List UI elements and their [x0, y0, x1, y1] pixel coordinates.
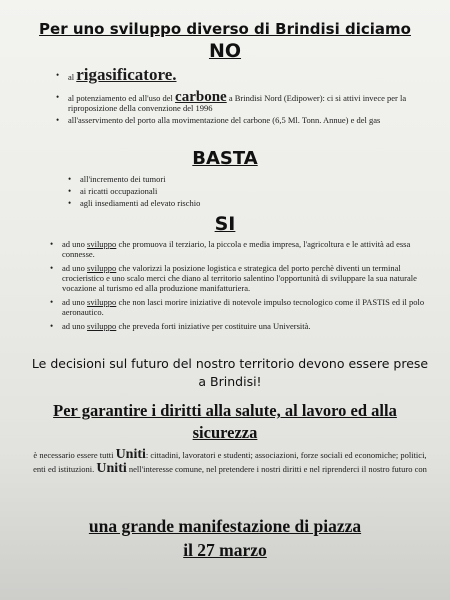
manifestazione-line1: una grande manifestazione di piazza [88, 516, 362, 536]
no-item-rigasificatore [56, 65, 418, 86]
manifestazione-callout [20, 514, 430, 562]
no-item-porto [56, 115, 418, 125]
no-item-pre: al potenziamento ed all'uso del [68, 93, 176, 103]
si-item-underlined: sviluppo [87, 297, 117, 307]
bullet-icon: • [50, 297, 54, 307]
no-item-post: a Brindisi Nord (Edipower): ci si attivi invece per la riproposizione della convenzione del 1996 [68, 93, 407, 113]
bullet-icon: • [50, 321, 54, 331]
no-item-carbone [56, 89, 418, 113]
si-item-post: che preveda forti iniziative per costituire una Università. [116, 321, 311, 331]
uniti-text: è necessario essere tutti [33, 450, 116, 460]
si-item-pre: ad uno [62, 297, 88, 307]
no-item-keyword: rigasificatore. [76, 65, 177, 84]
uniti-text: nell'interesse comune, nel pretendere i nostri diritti e nel riprenderci il nostro futuro con [126, 464, 427, 474]
bullet-icon: • [56, 70, 60, 80]
basta-item-text: ai ricatti occupazionali [80, 186, 158, 196]
bullet-icon: • [68, 174, 72, 184]
basta-list [68, 173, 380, 209]
basta-heading: BASTA [192, 148, 258, 169]
si-item [50, 263, 432, 293]
si-item [50, 321, 432, 331]
bullet-icon: • [50, 239, 54, 249]
bullet-icon: • [68, 186, 72, 196]
bullet-icon: • [56, 92, 60, 102]
no-heading: NO [208, 40, 242, 62]
si-item-pre: ad uno [62, 263, 88, 273]
decisioni-statement: Le decisioni sul futuro del nostro territorio devono essere prese a Brindisi! [31, 356, 429, 389]
si-item-post: che valorizzi la posizione logistica e strategica del porto perchè diventi un terminal crocieristico e uno scalo merci che diano al territorio salentino l'opportunità di sviluppare la sua naturale vocazione al turismo ed alla produzione manifatturiera. [62, 263, 417, 293]
bullet-icon: • [50, 263, 54, 273]
uniti-word: Uniti [115, 447, 146, 462]
manifestazione-date: il 27 marzo [183, 540, 267, 560]
no-item-text: all'asservimento del porto alla movimentazione del carbone (6,5 Ml. Tonn. Annue) e del gas [68, 115, 381, 125]
no-item-prefix: al [68, 72, 77, 82]
no-list [56, 65, 418, 125]
uniti-text: : cittadini, lavoratori e studenti; associazioni, forze sociali ed economiche; politici, enti ed istituzioni. [33, 450, 427, 474]
si-item [50, 297, 432, 317]
bullet-icon: • [68, 198, 72, 208]
si-item [50, 239, 432, 259]
no-item-keyword: carbone [175, 89, 227, 105]
uniti-paragraph [30, 448, 430, 476]
basta-item [68, 185, 380, 197]
si-item-underlined: sviluppo [87, 239, 117, 249]
si-heading: SI [214, 213, 236, 235]
uniti-word: Uniti [96, 461, 127, 476]
si-item-post: che promuova il terziario, la piccola e media impresa, l'agricoltura e le attività ad essa connesse. [62, 239, 411, 259]
si-item-post: che non lasci morire iniziative di notevole impulso tecnologico come il PASTIS ed il polo aeronautico. [62, 297, 425, 317]
flyer-title: Per uno sviluppo diverso di Brindisi diciamo [39, 20, 411, 38]
si-item-pre: ad uno [62, 321, 88, 331]
basta-item-text: all'incremento dei tumori [80, 174, 166, 184]
si-item-underlined: sviluppo [87, 321, 117, 331]
si-item-underlined: sviluppo [87, 263, 117, 273]
basta-item-text: agli insediamenti ad elevato rischio [80, 198, 201, 208]
basta-item [68, 197, 380, 209]
si-list [50, 239, 432, 331]
si-item-pre: ad uno [62, 239, 88, 249]
basta-item [68, 173, 380, 185]
garantire-heading: Per garantire i diritti alla salute, al lavoro ed alla sicurezza [53, 401, 397, 442]
bullet-icon: • [56, 115, 60, 125]
